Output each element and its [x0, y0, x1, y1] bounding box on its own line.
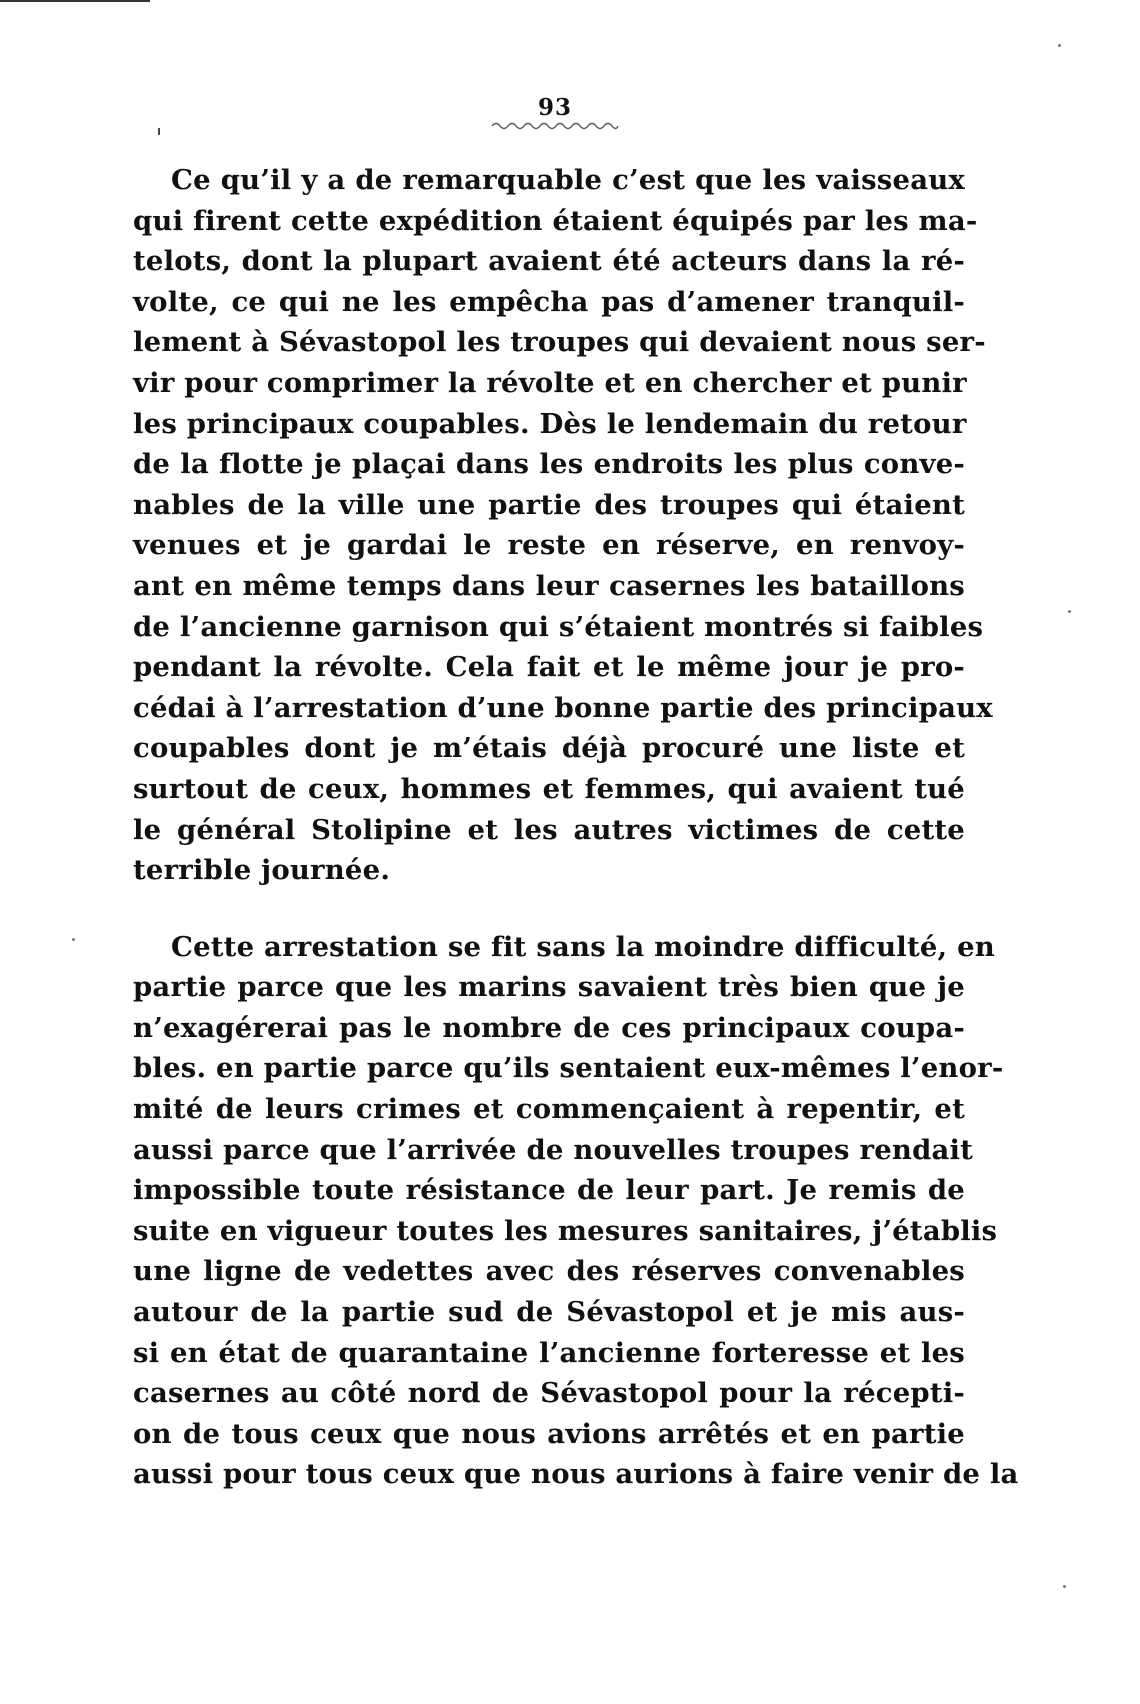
- scan-speck: [72, 938, 75, 941]
- text-line: venues et je gardai le reste en réserve, en renvoy-: [133, 529, 965, 562]
- text-line: aussi parce que l’arrivée de nouvelles troupes rendait: [133, 1133, 974, 1166]
- text-line: ant en même temps dans leur casernes les bataillons: [133, 569, 965, 602]
- paragraph-1: [133, 160, 993, 891]
- text-line: partie parce que les marins savaient très bien que je: [133, 971, 965, 1004]
- text-line: telots, dont la plupart avaient été acteurs dans la ré-: [133, 245, 965, 278]
- text-line: on de tous ceux que nous avions arrêtés et en partie: [133, 1417, 965, 1450]
- text-line: n’exagérerai pas le nombre de ces principaux coupa-: [133, 1011, 965, 1044]
- text-line: si en état de quarantaine l’ancienne forteresse et les: [133, 1336, 965, 1369]
- scan-speck: [1058, 44, 1061, 47]
- text-line: les principaux coupables. Dès le lendemain du retour: [133, 407, 967, 440]
- body-text: [133, 160, 1019, 1495]
- text-line: cédai à l’arrestation d’une bonne partie des principaux: [133, 691, 993, 724]
- text-line: le général Stolipine et les autres victimes de cette: [133, 813, 965, 846]
- text-line: bles. en partie parce qu’ils sentaient eux-mêmes l’enor-: [133, 1052, 1004, 1085]
- text-line: volte, ce qui ne les empêcha pas d’amener tranquil-: [133, 285, 965, 318]
- text-line: aussi pour tous ceux que nous aurions à faire venir de la: [133, 1458, 1019, 1491]
- page-number: 93: [537, 94, 572, 121]
- text-line: vir pour comprimer la révolte et en chercher et punir: [133, 366, 967, 399]
- text-line: Ce qu’il y a de remarquable c’est que les vaisseaux: [171, 164, 965, 196]
- corner-rule: [0, 0, 150, 2]
- scan-speck: [1068, 610, 1071, 613]
- text-line: qui firent cette expédition étaient équipés par les ma-: [133, 204, 978, 237]
- stray-mark: [158, 128, 160, 135]
- paragraph-gap: [133, 891, 965, 927]
- text-line: coupables dont je m’étais déjà procuré une liste et: [133, 732, 965, 765]
- text-line: lement à Sévastopol les troupes qui devaient nous ser-: [133, 326, 986, 359]
- text-line: impossible toute résistance de leur part. Je remis de: [133, 1174, 965, 1207]
- text-line: pendant la révolte. Cela fait et le même jour je pro-: [133, 651, 965, 684]
- text-line: terrible journée.: [133, 854, 391, 887]
- wavy-ornament: [490, 120, 620, 132]
- paragraph-2: [133, 927, 1019, 1495]
- scan-speck: [1063, 1585, 1066, 1588]
- text-line: Cette arrestation se fit sans la moindre difficulté, en: [171, 930, 995, 963]
- text-line: de l’ancienne garnison qui s’étaient montrés si faibles: [133, 610, 984, 643]
- text-line: nables de la ville une partie des troupes qui étaient: [133, 488, 965, 521]
- text-line: autour de la partie sud de Sévastopol et je mis aus-: [133, 1296, 965, 1329]
- text-line: une ligne de vedettes avec des réserves convenables: [133, 1255, 965, 1288]
- text-line: suite en vigueur toutes les mesures sanitaires, j’établis: [133, 1214, 998, 1247]
- text-line: mité de leurs crimes et commençaient à repentir, et: [133, 1093, 965, 1126]
- text-line: casernes au côté nord de Sévastopol pour la récepti-: [133, 1377, 965, 1410]
- text-line: de la flotte je plaçai dans les endroits les plus conve-: [133, 448, 965, 481]
- text-line: surtout de ceux, hommes et femmes, qui avaient tué: [133, 772, 965, 805]
